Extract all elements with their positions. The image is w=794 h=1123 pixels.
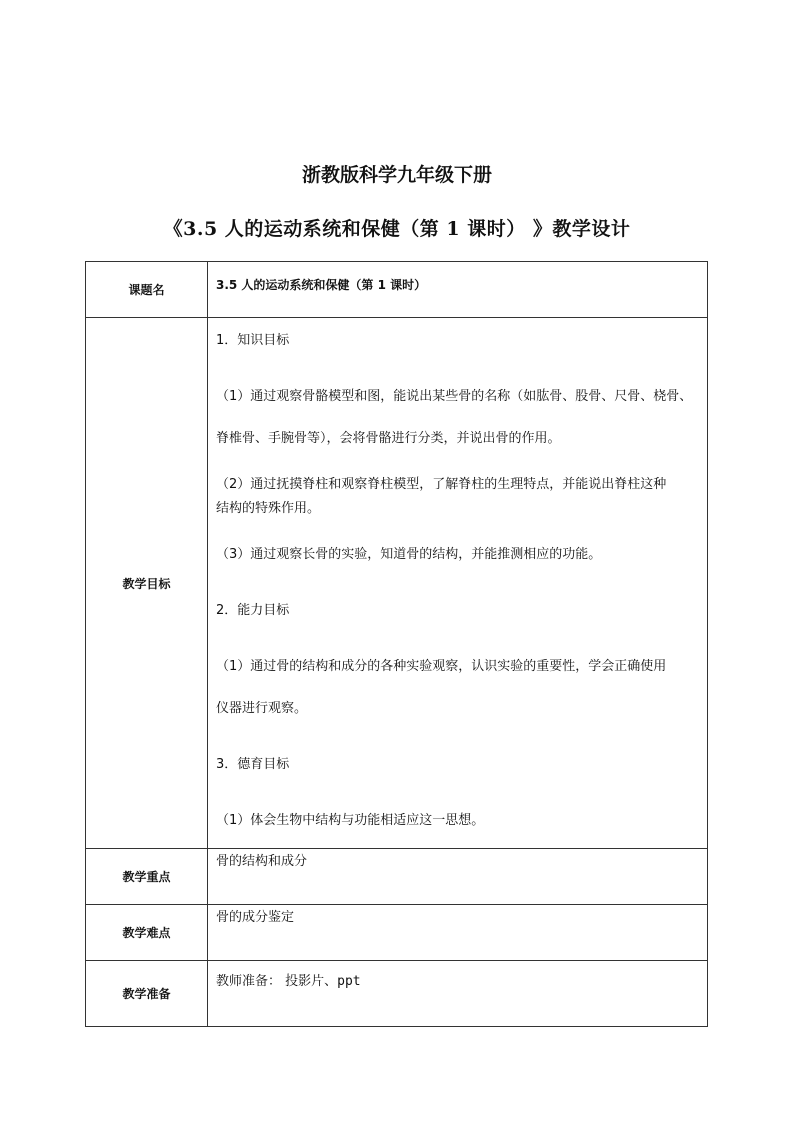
knowledge-heading: 1．知识目标	[216, 333, 290, 348]
ability-heading: 2．能力目标	[216, 603, 290, 618]
knowledge-item-1-line-2: 脊椎骨、手腕骨等），会将骨骼进行分类，并说出骨的作用。	[216, 431, 561, 446]
key-points-label: 教学重点	[86, 849, 208, 905]
ability-item-1-line-2: 仪器进行观察。	[216, 701, 308, 716]
preparation-label: 教学准备	[86, 961, 208, 1027]
difficulties-value: 骨的成分鉴定	[216, 910, 295, 925]
knowledge-item-1-line-1: （1）通过观察骨骼模型和图，能说出某些骨的名称（如肱骨、股骨、尺骨、桡骨、	[216, 389, 693, 404]
objectives-label: 教学目标	[86, 318, 208, 849]
preparation-cell	[208, 961, 708, 1027]
preparation-prefix: 教师准备：	[216, 974, 286, 989]
topic-value: 3.5 人的运动系统和保健（第 1 课时）	[216, 278, 427, 292]
table-row-preparation	[86, 961, 708, 1027]
topic-cell	[208, 262, 708, 318]
preparation-value	[208, 961, 707, 993]
difficulties-cell	[208, 905, 708, 961]
topic-label: 课题名	[86, 262, 208, 318]
table-row-topic	[86, 262, 708, 318]
knowledge-item-2-line-2: 结构的特殊作用。	[216, 501, 321, 516]
knowledge-item-3: （3）通过观察长骨的实验，知道骨的结构，并能推测相应的功能。	[216, 547, 602, 562]
ability-item-1-line-1: （1）通过骨的结构和成分的各种实验观察，认识实验的重要性，学会正确使用	[216, 659, 667, 674]
document-title: 浙教版科学九年级下册	[301, 164, 492, 186]
knowledge-item-2-line-1: （2）通过抚摸脊柱和观察脊柱模型，了解脊柱的生理特点，并能说出脊柱这种	[216, 477, 667, 492]
moral-item-1: （1）体会生物中结构与功能相适应这一思想。	[216, 813, 485, 828]
objectives-cell	[208, 318, 708, 849]
document-subtitle: 《3.5 人的运动系统和保健（第 1 课时） 》教学设计	[163, 218, 631, 240]
table-row-key-points	[86, 849, 708, 905]
key-points-cell	[208, 849, 708, 905]
table-row-objectives	[86, 318, 708, 849]
table-row-difficulties	[86, 905, 708, 961]
moral-heading: 3．德育目标	[216, 757, 290, 772]
lesson-plan-table	[85, 261, 708, 1027]
key-points-value: 骨的结构和成分	[216, 854, 308, 869]
difficulties-label: 教学难点	[86, 905, 208, 961]
preparation-items: 投影片、ppt	[285, 974, 361, 989]
